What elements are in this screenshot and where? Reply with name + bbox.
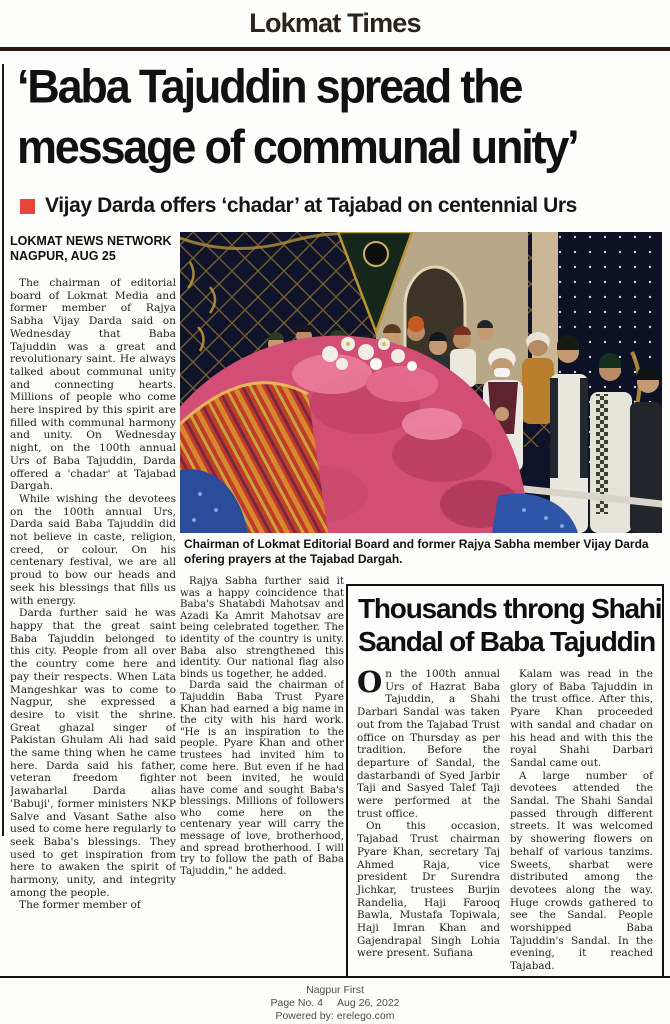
footer-edition: Nagpur First bbox=[306, 984, 364, 996]
footer-page-number: Page No. 4 bbox=[270, 997, 324, 1009]
box-headline-line-1: Thousands throng Shahi bbox=[358, 593, 662, 624]
left-edge-rule bbox=[2, 64, 4, 836]
article-paragraph: On this occasion, Tajabad Trust chairman Pyare Khan, secretary Taj Ahmed Raja, vice president Dr Surendra Jichkar, trustees Burjin Randelia, Haji Farooq Bawla, Mustafa Topiwala, Haji Imran Khan and Gajendrapal Singh Lohia were present. Sufiana bbox=[357, 820, 500, 960]
byline-agency: LOKMAT NEWS NETWORK bbox=[10, 234, 172, 248]
footer-date: Aug 26, 2022 bbox=[337, 997, 400, 1009]
box-headline-line-2: Sandal of Baba Tajuddin bbox=[358, 626, 656, 657]
subheadline-text: Vijay Darda offers ‘chadar’ at Tajabad on centennial Urs bbox=[45, 194, 577, 217]
main-headline bbox=[17, 56, 662, 177]
article-column-left bbox=[10, 234, 176, 976]
footer-powered-by: Powered by: erelego.com bbox=[275, 1010, 395, 1022]
headline-line-2: message of communal unity’ bbox=[17, 119, 578, 174]
drop-cap: O bbox=[357, 665, 383, 699]
article-paragraph: Darda said the chairman of Tajuddin Baba Trust Pyare Khan had earned a big name in the city with his hard work. "He is an inspiration to the people. Pyare Khan and other trustees had invited him to come here. But even if he had not been invited, he would have come and sought Baba's blessings. Millions of followers who come here on the centenary year will carry the message of love, brotherhood, and spread brotherhood. I will try to follow the path of Baba Tajuddin," he added. bbox=[180, 680, 344, 877]
article-paragraph: While wishing the devotees on the 100th annual Urs, Darda said Baba Tajuddin did not believe in caste, religion, creed, or colour. On his centenary festival, we are all proud to bow our heads and seek his blessings that fills us with energy. bbox=[10, 492, 176, 607]
red-square-bullet-icon bbox=[20, 199, 35, 214]
masthead-title: Lokmat Times bbox=[249, 8, 421, 38]
bottom-rule bbox=[0, 976, 670, 978]
boxed-article bbox=[346, 584, 664, 976]
dargah-photo bbox=[180, 232, 662, 533]
article-paragraph bbox=[357, 665, 500, 820]
article-paragraph: Kalam was read in the glory of Baba Tajuddin in the trust office. After this, Pyare Khan proceeded with sandal and chadar on his head and with this the royal Shahi Darbari Sandal came out. bbox=[510, 668, 653, 769]
subheadline bbox=[20, 194, 660, 218]
box-headline bbox=[358, 592, 662, 658]
article-paragraph: A large number of devotees attended the Sandal. The Shahi Sandal passed through different streets. It was welcomed by showering flowers on behalf of various tanzims. Sweets, sharbat were distributed among the devotees along the way. Huge crowds gathered to see the Sandal. People worshipped Baba Tajuddin's Sandal. In the evening, it reached Tajabad. bbox=[510, 769, 653, 973]
article-column-middle bbox=[180, 576, 344, 974]
photo-caption: Chairman of Lokmat Editorial Board and former Rajya Sabha member Vijay Darda ofering prayers at the Tajabad Dargah. bbox=[184, 537, 649, 566]
masthead-rule bbox=[0, 47, 670, 51]
box-column-right bbox=[510, 668, 653, 973]
box-column-left bbox=[357, 665, 500, 973]
paragraph-text: n the 100th annual Urs of Hazrat Baba Tajuddin, a Shahi Darbari Sandal was taken out from the Tajabad Trust office on Thursday as per tradition. Before the departure of Sandal, the dastarbandi of Syed Jarbir Taji and Sasyed Talef Taji were performed at the trust office. bbox=[357, 668, 500, 820]
byline-dateline: NAGPUR, AUG 25 bbox=[10, 249, 116, 263]
byline bbox=[10, 234, 176, 264]
article-paragraph: Darda further said he was happy that the great saint Baba Tajuddin belonged to this city. People from all over the country come here and pay their respects. When Lata Mangeshkar was to come to Nagpur, she expressed a desire to visit the shrine. Great ghazal singer of Pakistan Ghulam Ali had said the same thing when he came here. Darda said his father, veteran freedom fighter Jawaharlal Darda alias 'Babuji', former ministers NKP Salve and Vasant Sathe also used to come here regularly to seek Baba's blessings. They used to get inspiration from here to awaken the spirit of harmony, unity, and integrity among the people. bbox=[10, 607, 176, 899]
article-paragraph: The chairman of editorial board of Lokmat Media and former member of Rajya Sabha Vijay Darda said on Wednesday that Baba Tajuddin was a great and revolutionary saint. He always talked about communal unity and connecting hearts. Millions of people who come here inspired by this spirit are filled with communal harmony and unity. On Wednesday night, on the 100th annual Urs of Baba Tajuddin, Darda offered a 'chadar' at Tajabad Dargah. bbox=[10, 277, 176, 493]
article-paragraph: Rajya Sabha further said it was a happy coincidence that Baba's Shatabdi Mahotsav and Azadi Ka Amrit Mahotsav are being celebrated together. The identity of the country is unity. Baba also strengthened this identity. Our national flag also binds us together, he added. bbox=[180, 576, 344, 680]
article-paragraph: The former member of bbox=[19, 899, 141, 912]
footer-page-info bbox=[0, 997, 670, 1010]
headline-line-1: ‘Baba Tajuddin spread the bbox=[17, 59, 522, 114]
box-columns bbox=[357, 665, 653, 973]
page-footer bbox=[0, 984, 670, 1023]
dargah-photo-illustration bbox=[180, 232, 662, 533]
